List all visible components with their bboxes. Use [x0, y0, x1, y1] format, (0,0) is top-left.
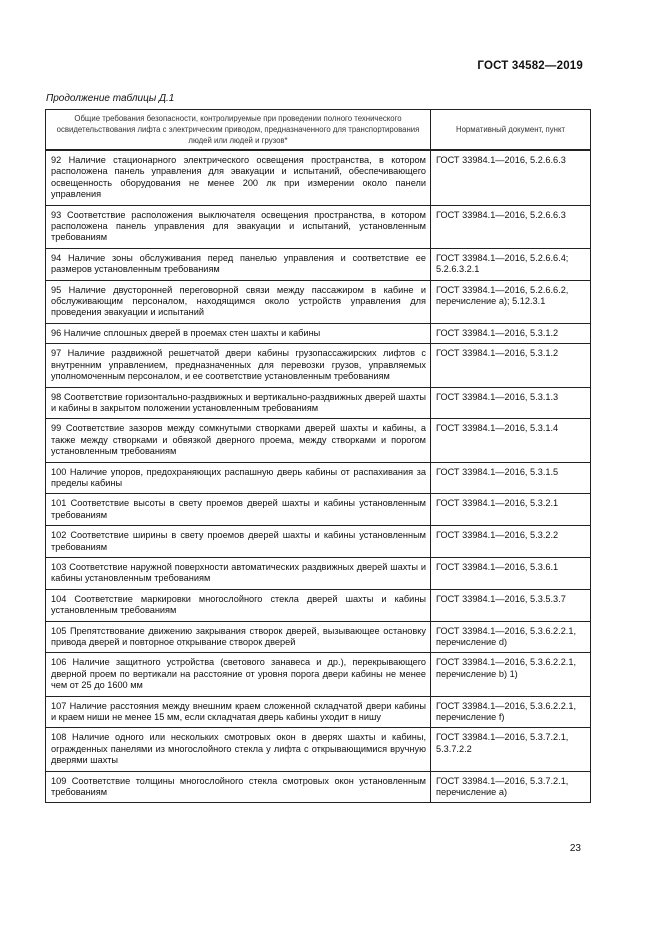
reference-cell: ГОСТ 33984.1—2016, 5.2.6.6.3: [431, 205, 591, 248]
table-row: [46, 494, 591, 526]
header-normative-document: Нормативный документ, пункт: [431, 110, 591, 151]
requirement-cell: 98 Соответствие горизонтально-раздвижных и вертикально-раздвижных дверей шахты и кабины в закрытом положении установленным требованиям: [46, 387, 431, 419]
requirement-cell: 107 Наличие расстояния между внешним краем сложенной складчатой двери кабины и краем ниши не менее 15 мм, если складчатая дверь кабины уходит в нишу: [46, 696, 431, 728]
requirement-cell: 92 Наличие стационарного электрического освещения пространства, в котором расположена панель управления для эвакуации и испытаний, обеспечивающего освещенность оборудования не менее 200 лк при измерении около панели управления: [46, 150, 431, 205]
requirement-cell: 94 Наличие зоны обслуживания перед панелью управления и соответствие ее размеров установленным требованиям: [46, 248, 431, 280]
reference-cell: ГОСТ 33984.1—2016, 5.3.2.1: [431, 494, 591, 526]
document-id: ГОСТ 34582—2019: [477, 60, 583, 72]
table-row: [46, 771, 591, 803]
table-row: [46, 150, 591, 205]
table-row: [46, 419, 591, 462]
reference-cell: ГОСТ 33984.1—2016, 5.2.6.6.3: [431, 150, 591, 205]
requirement-cell: 105 Препятствование движению закрывания створок дверей, вызывающее остановку привода дверей и повторное открывание створок дверей: [46, 621, 431, 653]
requirement-cell: 109 Соответствие толщины многослойного стекла смотровых окон установленным требованиям: [46, 771, 431, 803]
table-row: [46, 621, 591, 653]
table-row: [46, 280, 591, 323]
reference-cell: ГОСТ 33984.1—2016, 5.3.7.2.1, перечисление a): [431, 771, 591, 803]
table-row: [46, 462, 591, 494]
reference-cell: ГОСТ 33984.1—2016, 5.3.1.2: [431, 323, 591, 343]
reference-cell: ГОСТ 33984.1—2016, 5.3.1.4: [431, 419, 591, 462]
requirement-cell: 99 Соответствие зазоров между сомкнутыми створками дверей шахты и кабины, а также между створками и обвязкой дверного проема, между створками и порогом установленным требованиям: [46, 419, 431, 462]
requirement-cell: 102 Соответствие ширины в свету проемов дверей шахты и кабины установленным требованиям: [46, 526, 431, 558]
reference-cell: ГОСТ 33984.1—2016, 5.3.7.2.1, 5.3.7.2.2: [431, 728, 591, 771]
table-row: [46, 526, 591, 558]
table-row: [46, 323, 591, 343]
requirement-cell: 106 Наличие защитного устройства (светового занавеса и др.), перекрывающего дверной проем по вертикали на расстояние от уровня порога двери кабины не менее чем от 25 до 1600 мм: [46, 653, 431, 696]
table-row: [46, 387, 591, 419]
table-row: [46, 557, 591, 589]
reference-cell: ГОСТ 33984.1—2016, 5.3.6.1: [431, 557, 591, 589]
requirement-cell: 93 Соответствие расположения выключателя освещения пространства, в котором расположена панель управления для эвакуации и испытаний, установленным требованиям: [46, 205, 431, 248]
page-number: 23: [569, 843, 581, 854]
reference-cell: ГОСТ 33984.1—2016, 5.2.6.6.4; 5.2.6.3.2.1: [431, 248, 591, 280]
reference-cell: ГОСТ 33984.1—2016, 5.3.1.2: [431, 344, 591, 387]
table-row: [46, 728, 591, 771]
requirement-cell: 100 Наличие упоров, предохраняющих распашную дверь кабины от распахивания за пределы кабины: [46, 462, 431, 494]
reference-cell: ГОСТ 33984.1—2016, 5.3.1.5: [431, 462, 591, 494]
reference-cell: ГОСТ 33984.1—2016, 5.3.6.2.2.1, перечисление b) 1): [431, 653, 591, 696]
table-header-row: [46, 110, 591, 151]
table-row: [46, 653, 591, 696]
requirement-cell: 108 Наличие одного или нескольких смотровых окон в дверях шахты и кабины, огражденных панелями из многослойного стекла у лифта с открывающимися вручную дверями шахты: [46, 728, 431, 771]
reference-cell: ГОСТ 33984.1—2016, 5.2.6.6.2, перечисление а); 5.12.3.1: [431, 280, 591, 323]
requirement-cell: 104 Соответствие маркировки многослойного стекла дверей шахты и кабины установленным требованиям: [46, 589, 431, 621]
requirement-cell: 101 Соответствие высоты в свету проемов дверей шахты и кабины установленным требованиям: [46, 494, 431, 526]
table-row: [46, 696, 591, 728]
requirement-cell: 96 Наличие сплошных дверей в проемах стен шахты и кабины: [46, 323, 431, 343]
table-row: [46, 205, 591, 248]
table-row: [46, 589, 591, 621]
requirement-cell: 97 Наличие раздвижной решетчатой двери кабины грузопассажирских лифтов с внутренним управлением, предназначенных для перевозки грузов, управляемых уполномоченным персоналом, и ее соответствие установленным требованиям: [46, 344, 431, 387]
reference-cell: ГОСТ 33984.1—2016, 5.3.6.2.2.1, перечисление d): [431, 621, 591, 653]
requirement-cell: 103 Соответствие наружной поверхности автоматических раздвижных дверей шахты и кабины установленным требованиям: [46, 557, 431, 589]
reference-cell: ГОСТ 33984.1—2016, 5.3.1.3: [431, 387, 591, 419]
table-caption: Продолжение таблицы Д.1: [46, 93, 175, 104]
requirements-table: [45, 109, 591, 803]
header-requirements: Общие требования безопасности, контролируемые при проведении полного технического освидетельствования лифта с электрическим приводом, предназначенного для транспортирования людей или людей и грузов*: [46, 110, 431, 151]
reference-cell: ГОСТ 33984.1—2016, 5.3.6.2.2.1, перечисление f): [431, 696, 591, 728]
reference-cell: ГОСТ 33984.1—2016, 5.3.5.3.7: [431, 589, 591, 621]
table-row: [46, 248, 591, 280]
table-row: [46, 344, 591, 387]
requirement-cell: 95 Наличие двусторонней переговорной связи между пассажиром в кабине и обслуживающим персоналом, находящимся около устройств управления для проведения эвакуации и испытаний: [46, 280, 431, 323]
reference-cell: ГОСТ 33984.1—2016, 5.3.2.2: [431, 526, 591, 558]
